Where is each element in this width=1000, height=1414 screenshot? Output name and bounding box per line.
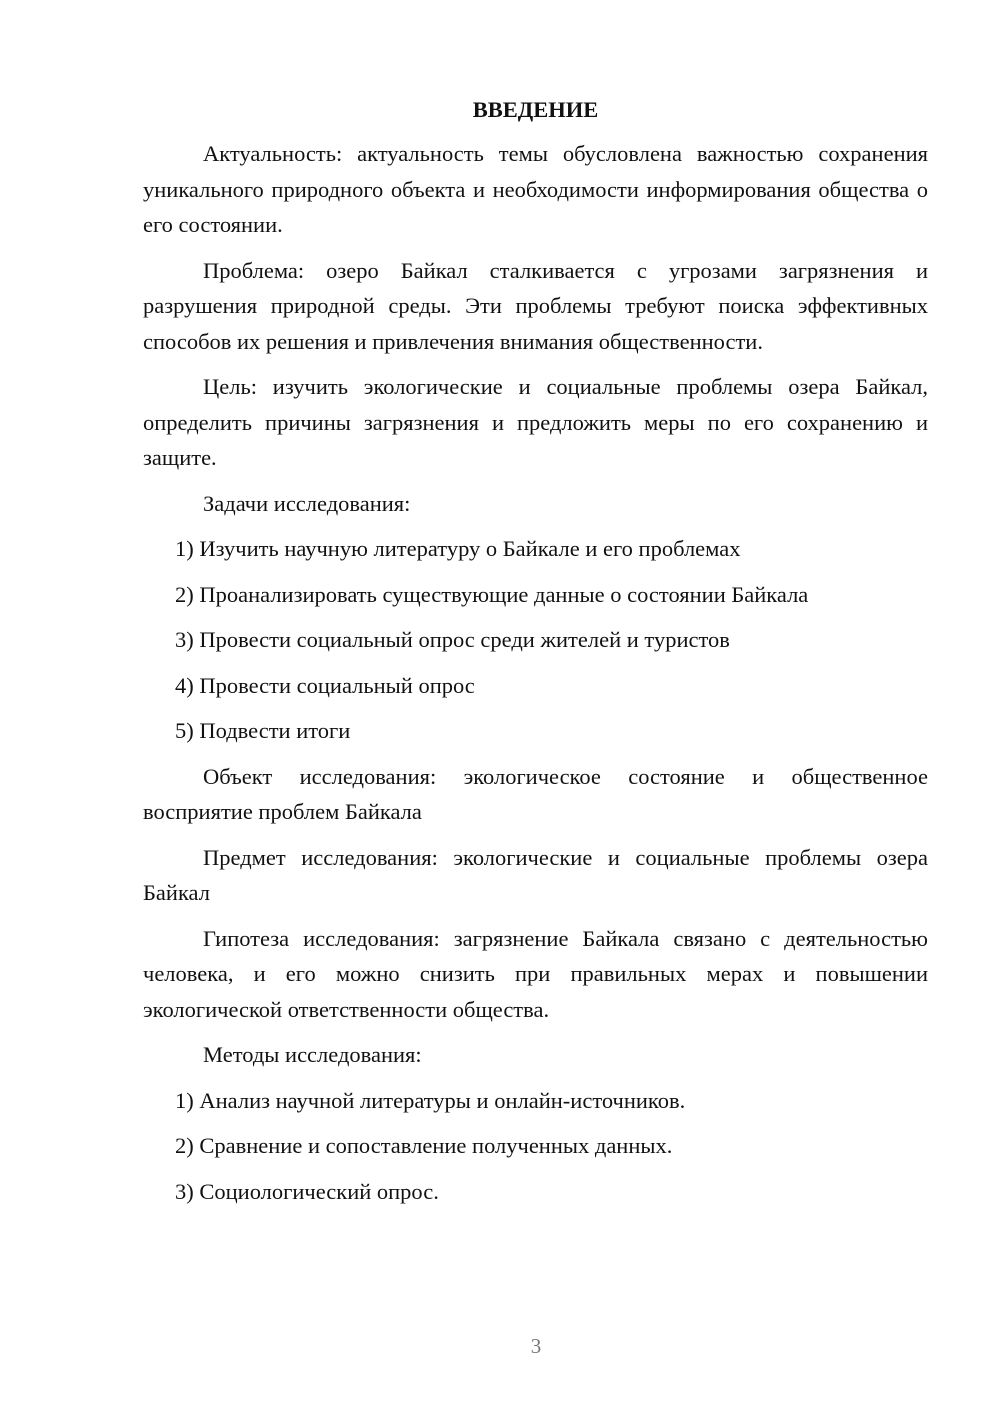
relevance-paragraph: Актуальность: актуальность темы обусловлена важностью сохранения уникального природного объекта и необходимости информирования общества о его состоянии. bbox=[143, 141, 928, 237]
hypothesis-paragraph: Гипотеза исследования: загрязнение Байкала связано с деятельностью человека, и его можно снизить при правильных мерах и повышении экологической ответственности общества. bbox=[143, 925, 928, 1022]
problem-paragraph: Проблема: озеро Байкал сталкивается с угрозами загрязнения и разрушения природной среды. Эти проблемы требуют поиска эффективных способов их решения и привлечения внимания общественности. bbox=[143, 257, 928, 354]
page-content bbox=[143, 92, 928, 1219]
method-item: 3) Социологический опрос. bbox=[175, 1178, 439, 1204]
page-number: 3 bbox=[530, 1334, 542, 1358]
object-paragraph: Объект исследования: экологическое состояние и общественное восприятие проблем Байкала bbox=[143, 763, 928, 824]
subject-paragraph: Предмет исследования: экологические и социальные проблемы озера Байкал bbox=[143, 844, 928, 905]
method-item: 2) Сравнение и сопоставление полученных данных. bbox=[175, 1133, 673, 1158]
task-item: 2) Проанализировать существующие данные о состоянии Байкала bbox=[175, 581, 809, 607]
task-item: 4) Провести социальный опрос bbox=[175, 672, 475, 698]
section-heading: ВВЕДЕНИЕ bbox=[472, 97, 599, 122]
goal-paragraph: Цель: изучить экологические и социальные проблемы озера Байкал, определить причины загрязнения и предложить меры по его сохранению и защите. bbox=[143, 374, 928, 470]
task-item: 1) Изучить научную литературу о Байкале и его проблемах bbox=[175, 536, 741, 561]
methods-title: Методы исследования: bbox=[203, 1042, 422, 1067]
method-item: 1) Анализ научной литературы и онлайн-источников. bbox=[175, 1087, 686, 1113]
tasks-title: Задачи исследования: bbox=[203, 490, 411, 516]
task-item: 5) Подвести итоги bbox=[175, 718, 351, 743]
task-item: 3) Провести социальный опрос среди жителей и туристов bbox=[175, 627, 730, 652]
